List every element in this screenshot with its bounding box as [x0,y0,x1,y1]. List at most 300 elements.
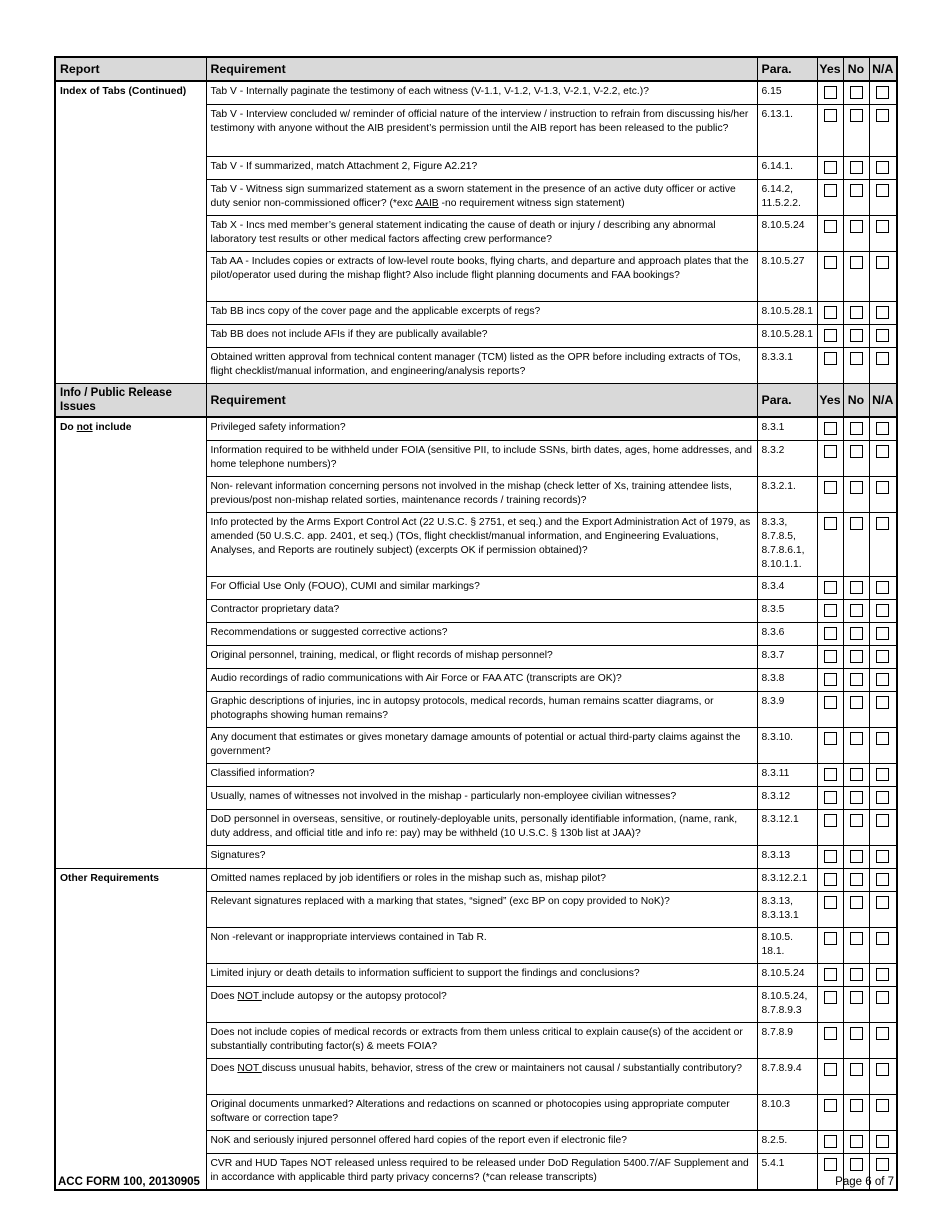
para-cell [757,810,817,846]
no-checkbox[interactable] [850,422,863,435]
no-checkbox[interactable] [850,873,863,886]
para-cell [757,417,817,441]
requirement-cell [206,692,757,728]
report-cell [55,964,206,987]
na-checkbox[interactable] [876,220,889,233]
table-row [55,987,897,1023]
form-id: ACC FORM 100, 20130905 [58,1176,200,1188]
para-cell [757,646,817,669]
yes-checkbox[interactable] [824,352,837,365]
na-checkbox[interactable] [876,1027,889,1040]
no-cell [843,928,869,964]
na-cell [869,964,897,987]
na-checkbox[interactable] [876,696,889,709]
para-cell [757,1154,817,1190]
para-cell [757,252,817,302]
yes-cell [817,325,843,348]
requirement-cell [206,892,757,928]
table-row [55,623,897,646]
yes-cell [817,1131,843,1154]
na-checkbox[interactable] [876,445,889,458]
no-checkbox[interactable] [850,1063,863,1076]
table-row [55,216,897,252]
no-checkbox[interactable] [850,814,863,827]
report-cell [55,892,206,928]
na-cell [869,728,897,764]
requirement-cell [206,1131,757,1154]
no-cell [843,252,869,302]
requirement-text: -no requirement witness sign statement) [438,198,625,209]
table-row [55,577,897,600]
section-header-row [55,384,897,418]
report-cell [55,987,206,1023]
yes-checkbox[interactable] [824,791,837,804]
requirement-cell [206,810,757,846]
requirement-text: Recommendations or suggested corrective actions? [210,627,448,638]
no-cell [843,477,869,513]
no-checkbox[interactable] [850,627,863,640]
requirement-prefix: Tab V - [210,109,244,120]
requirement-text: Original personnel, training, medical, or flight records of mishap personnel? [210,650,553,661]
requirement-text: Information required to be withheld under FOIA (sensitive PII, to include SSNs, birth dates, ages, home addresses, and home telephone numbers)? [210,445,752,470]
na-checkbox[interactable] [876,306,889,319]
report-cell [55,577,206,600]
no-cell [843,892,869,928]
table-row [55,728,897,764]
yes-checkbox[interactable] [824,86,837,99]
yes-cell [817,513,843,577]
no-cell [843,180,869,216]
no-checkbox[interactable] [850,352,863,365]
para-cell [757,441,817,477]
no-cell [843,577,869,600]
no-checkbox[interactable] [850,673,863,686]
na-checkbox[interactable] [876,814,889,827]
na-cell [869,513,897,577]
yes-checkbox[interactable] [824,814,837,827]
header-para: Para. [757,57,817,81]
para-cell [757,302,817,325]
requirement-cell [206,325,757,348]
para-value: 8.3.9 [761,696,785,707]
no-cell [843,623,869,646]
yes-checkbox[interactable] [824,604,837,617]
requirement-text: discuss unusual habits, behavior, stress of the crew or maintainers not causal / substantially contributory? [261,1063,743,1074]
no-cell [843,810,869,846]
requirement-text: CVR and HUD Tapes NOT released unless required to be released under DoD Regulation 5400.7/AF Supplement and in accordance with applicable third party privacy concerns? (*can release transcripts) [210,1158,749,1183]
header-requirement: Requirement [206,384,757,418]
no-cell [843,1095,869,1131]
report-cell [55,477,206,513]
para-cell [757,325,817,348]
para-value: 8.3.12 [761,791,791,802]
na-checkbox[interactable] [876,673,889,686]
yes-checkbox[interactable] [824,1027,837,1040]
na-checkbox[interactable] [876,86,889,99]
para-value: 8.3.12.1 [761,814,799,825]
table-row [55,764,897,787]
requirement-text: Signatures? [210,850,266,861]
na-checkbox[interactable] [876,732,889,745]
yes-checkbox[interactable] [824,184,837,197]
para-value: 8.3.7 [761,650,785,661]
no-checkbox[interactable] [850,1158,863,1171]
no-cell [843,964,869,987]
para-value: 8.10.5. 18.1. [761,932,793,957]
section-label: Other Requirements [60,873,159,884]
na-checkbox[interactable] [876,791,889,804]
report-cell [55,157,206,180]
para-cell [757,964,817,987]
no-checkbox[interactable] [850,768,863,781]
no-cell [843,869,869,892]
requirement-cell [206,348,757,384]
yes-checkbox[interactable] [824,517,837,530]
header-na: N/A [869,57,897,81]
yes-cell [817,928,843,964]
report-cell [55,692,206,728]
no-checkbox[interactable] [850,991,863,1004]
requirement-text-underlined: NOT [237,1063,262,1074]
no-checkbox[interactable] [850,1099,863,1112]
na-checkbox[interactable] [876,627,889,640]
table-row [55,600,897,623]
na-checkbox[interactable] [876,991,889,1004]
requirement-cell [206,180,757,216]
requirement-text: Tab V - Internally paginate the testimony of each witness (V-1.1, V-1.2, V-1.3, V-2.1, V-2.2, etc.)? [210,86,649,97]
report-cell [55,302,206,325]
para-cell [757,669,817,692]
yes-checkbox[interactable] [824,768,837,781]
no-checkbox[interactable] [850,481,863,494]
para-value: 6.15 [761,86,782,97]
requirement-text: Does [210,1063,238,1074]
para-cell [757,728,817,764]
header-report: Report [55,57,206,81]
yes-cell [817,302,843,325]
no-checkbox[interactable] [850,850,863,863]
report-cell [55,1059,206,1095]
na-cell [869,764,897,787]
yes-checkbox[interactable] [824,581,837,594]
na-checkbox[interactable] [876,109,889,122]
na-cell [869,987,897,1023]
yes-checkbox[interactable] [824,306,837,319]
no-checkbox[interactable] [850,109,863,122]
requirement-text: Non- relevant information concerning persons not involved in the mishap (check letter of Xs, training attendee lists, previous/post non-mishap related sorties, maintenance records / training records)? [210,481,732,506]
table-header-row [55,57,897,81]
no-checkbox[interactable] [850,329,863,342]
yes-checkbox[interactable] [824,1158,837,1171]
na-checkbox[interactable] [876,650,889,663]
na-cell [869,157,897,180]
no-checkbox[interactable] [850,968,863,981]
no-cell [843,600,869,623]
no-cell [843,669,869,692]
na-checkbox[interactable] [876,184,889,197]
para-value: 8.3.3, 8.7.8.5, 8.7.8.6.1, 8.10.1.1. [761,517,805,570]
report-cell [55,1095,206,1131]
table-row [55,477,897,513]
no-checkbox[interactable] [850,581,863,594]
para-cell [757,513,817,577]
no-checkbox[interactable] [850,696,863,709]
yes-checkbox[interactable] [824,422,837,435]
para-cell [757,348,817,384]
para-cell [757,1059,817,1095]
na-checkbox[interactable] [876,850,889,863]
na-cell [869,1131,897,1154]
report-cell [55,600,206,623]
na-cell [869,180,897,216]
na-checkbox[interactable] [876,481,889,494]
requirement-cell [206,964,757,987]
na-checkbox[interactable] [876,768,889,781]
na-cell [869,417,897,441]
no-checkbox[interactable] [850,650,863,663]
no-cell [843,846,869,869]
requirement-cell [206,1095,757,1131]
requirement-text: Includes copies or extracts of low-level route books, flying charts, and departure and approach plates that the pilot/operator used during the mishap flight? Also include flight planning documents and FAA bookings? [210,256,749,281]
no-checkbox[interactable] [850,161,863,174]
yes-checkbox[interactable] [824,1135,837,1148]
na-checkbox[interactable] [876,896,889,909]
table-row [55,846,897,869]
table-row [55,1131,897,1154]
na-cell [869,600,897,623]
report-cell [55,728,206,764]
no-checkbox[interactable] [850,604,863,617]
yes-cell [817,81,843,105]
requirement-text: Limited injury or death details to information sufficient to support the findings and conclusions? [210,968,640,979]
na-checkbox[interactable] [876,932,889,945]
table-row [55,787,897,810]
para-value: 8.3.12.2.1 [761,873,808,884]
yes-cell [817,157,843,180]
no-checkbox[interactable] [850,220,863,233]
para-value: 8.10.5.28.1 [761,306,814,317]
para-cell [757,477,817,513]
yes-cell [817,105,843,157]
requirement-cell [206,623,757,646]
table-row [55,348,897,384]
requirement-text: Tab BB incs copy of the cover page and the applicable excerpts of regs? [210,306,541,317]
requirement-cell [206,669,757,692]
table-row [55,810,897,846]
yes-checkbox[interactable] [824,968,837,981]
no-checkbox[interactable] [850,791,863,804]
requirement-cell [206,600,757,623]
na-checkbox[interactable] [876,517,889,530]
na-checkbox[interactable] [876,873,889,886]
para-value: 8.3.1 [761,422,785,433]
yes-checkbox[interactable] [824,256,837,269]
na-cell [869,477,897,513]
requirement-text: Omitted names replaced by job identifiers or roles in the mishap such as, mishap pilot? [210,873,606,884]
requirement-prefix: Tab X - [210,220,244,231]
no-cell [843,646,869,669]
requirement-text: include autopsy or the autopsy protocol? [261,991,447,1002]
report-cell [55,869,206,892]
section-label: include [92,422,132,433]
no-checkbox[interactable] [850,517,863,530]
yes-cell [817,180,843,216]
yes-checkbox[interactable] [824,1063,837,1076]
para-value: 8.3.11 [761,768,790,779]
requirement-cell [206,846,757,869]
requirement-text: Original documents unmarked? Alterations and redactions on scanned or photocopies using appropriate computer software or correction tape? [210,1099,730,1124]
na-checkbox[interactable] [876,329,889,342]
yes-checkbox[interactable] [824,932,837,945]
report-cell [55,928,206,964]
yes-cell [817,987,843,1023]
para-value: 8.3.10. [761,732,793,743]
requirement-cell [206,1059,757,1095]
yes-checkbox[interactable] [824,873,837,886]
na-cell [869,846,897,869]
yes-checkbox[interactable] [824,696,837,709]
requirement-text: For Official Use Only (FOUO), CUMI and similar markings? [210,581,480,592]
na-cell [869,216,897,252]
requirement-text: Tab V - If summarized, match Attachment 2, Figure A2.21? [210,161,478,172]
requirement-text: Relevant signatures replaced with a marking that states, “signed” (exc BP on copy provided to NoK)? [210,896,670,907]
table-row [55,417,897,441]
page-number: Page 6 of 7 [835,1176,894,1188]
no-checkbox[interactable] [850,256,863,269]
para-value: 8.2.5. [761,1135,788,1146]
table-row [55,513,897,577]
para-cell [757,600,817,623]
no-cell [843,105,869,157]
requirement-text: Audio recordings of radio communications with Air Force or FAA ATC (transcripts are OK)? [210,673,622,684]
no-checkbox[interactable] [850,1027,863,1040]
requirement-text: Info protected by the Arms Export Control Act (22 U.S.C. § 2751, et seq.) and the Export Administration Act of 1979, as amended (50 U.S.C. app. 2401, et seq.) (TOs, flight checklist/manual information, and Engineering Evaluations, Analyses, and Reports are routinely subject) (excerpts OK if permission obtained)? [210,517,751,556]
na-cell [869,810,897,846]
yes-checkbox[interactable] [824,627,837,640]
yes-checkbox[interactable] [824,161,837,174]
na-cell [869,325,897,348]
no-checkbox[interactable] [850,184,863,197]
section-label: Index of Tabs (Continued) [60,86,187,97]
report-cell [55,764,206,787]
para-value: 8.10.5.28.1 [761,329,814,340]
no-checkbox[interactable] [850,445,863,458]
requirement-text: Privileged safety information? [210,422,346,433]
na-checkbox[interactable] [876,1135,889,1148]
yes-cell [817,417,843,441]
yes-checkbox[interactable] [824,896,837,909]
table-row [55,180,897,216]
na-checkbox[interactable] [876,968,889,981]
report-cell [55,252,206,302]
na-checkbox[interactable] [876,1063,889,1076]
requirement-cell [206,928,757,964]
yes-cell [817,623,843,646]
report-cell [55,1023,206,1059]
na-checkbox[interactable] [876,256,889,269]
report-cell [55,348,206,384]
header-yes: Yes [817,57,843,81]
para-cell [757,928,817,964]
requirement-cell [206,513,757,577]
no-checkbox[interactable] [850,896,863,909]
na-cell [869,646,897,669]
na-checkbox[interactable] [876,1158,889,1171]
na-cell [869,348,897,384]
requirement-text: DoD personnel in overseas, sensitive, or routinely-deployable units, personally identifiable information, (name, rank, duty address, and official title and info re: pay) may be withheld (10 U.S.C. § 130b list at JAA)? [210,814,738,839]
no-checkbox[interactable] [850,1135,863,1148]
requirement-cell [206,417,757,441]
na-checkbox[interactable] [876,604,889,617]
no-cell [843,764,869,787]
yes-cell [817,728,843,764]
yes-checkbox[interactable] [824,991,837,1004]
yes-checkbox[interactable] [824,1099,837,1112]
na-cell [869,692,897,728]
requirement-cell [206,764,757,787]
yes-cell [817,846,843,869]
yes-cell [817,348,843,384]
na-checkbox[interactable] [876,422,889,435]
no-checkbox[interactable] [850,732,863,745]
na-checkbox[interactable] [876,1099,889,1112]
requirement-cell [206,577,757,600]
para-value: 8.3.2.1. [761,481,796,492]
para-value: 8.7.8.9 [761,1027,793,1038]
para-cell [757,157,817,180]
yes-cell [817,964,843,987]
report-cell [55,669,206,692]
yes-checkbox[interactable] [824,329,837,342]
yes-checkbox[interactable] [824,109,837,122]
yes-checkbox[interactable] [824,481,837,494]
yes-cell [817,600,843,623]
no-cell [843,302,869,325]
yes-checkbox[interactable] [824,673,837,686]
requirement-cell [206,869,757,892]
requirement-text: NoK and seriously injured personnel offered hard copies of the report even if electronic file? [210,1135,628,1146]
requirement-text: Usually, names of witnesses not involved in the mishap - particularly non-employee civilian witnesses? [210,791,677,802]
requirement-cell [206,1154,757,1190]
no-checkbox[interactable] [850,306,863,319]
no-checkbox[interactable] [850,86,863,99]
yes-cell [817,869,843,892]
yes-checkbox[interactable] [824,445,837,458]
na-cell [869,892,897,928]
para-value: 8.3.2 [761,445,785,456]
report-cell [55,441,206,477]
header-na: N/A [869,384,897,418]
table-row [55,964,897,987]
no-checkbox[interactable] [850,932,863,945]
requirement-cell [206,252,757,302]
table-row [55,302,897,325]
header-no: No [843,384,869,418]
yes-checkbox[interactable] [824,850,837,863]
yes-cell [817,787,843,810]
requirement-cell [206,1023,757,1059]
table-row [55,669,897,692]
na-checkbox[interactable] [876,581,889,594]
para-cell [757,987,817,1023]
na-checkbox[interactable] [876,352,889,365]
para-cell [757,105,817,157]
yes-checkbox[interactable] [824,650,837,663]
yes-checkbox[interactable] [824,220,837,233]
yes-checkbox[interactable] [824,732,837,745]
na-checkbox[interactable] [876,161,889,174]
requirement-cell [206,441,757,477]
